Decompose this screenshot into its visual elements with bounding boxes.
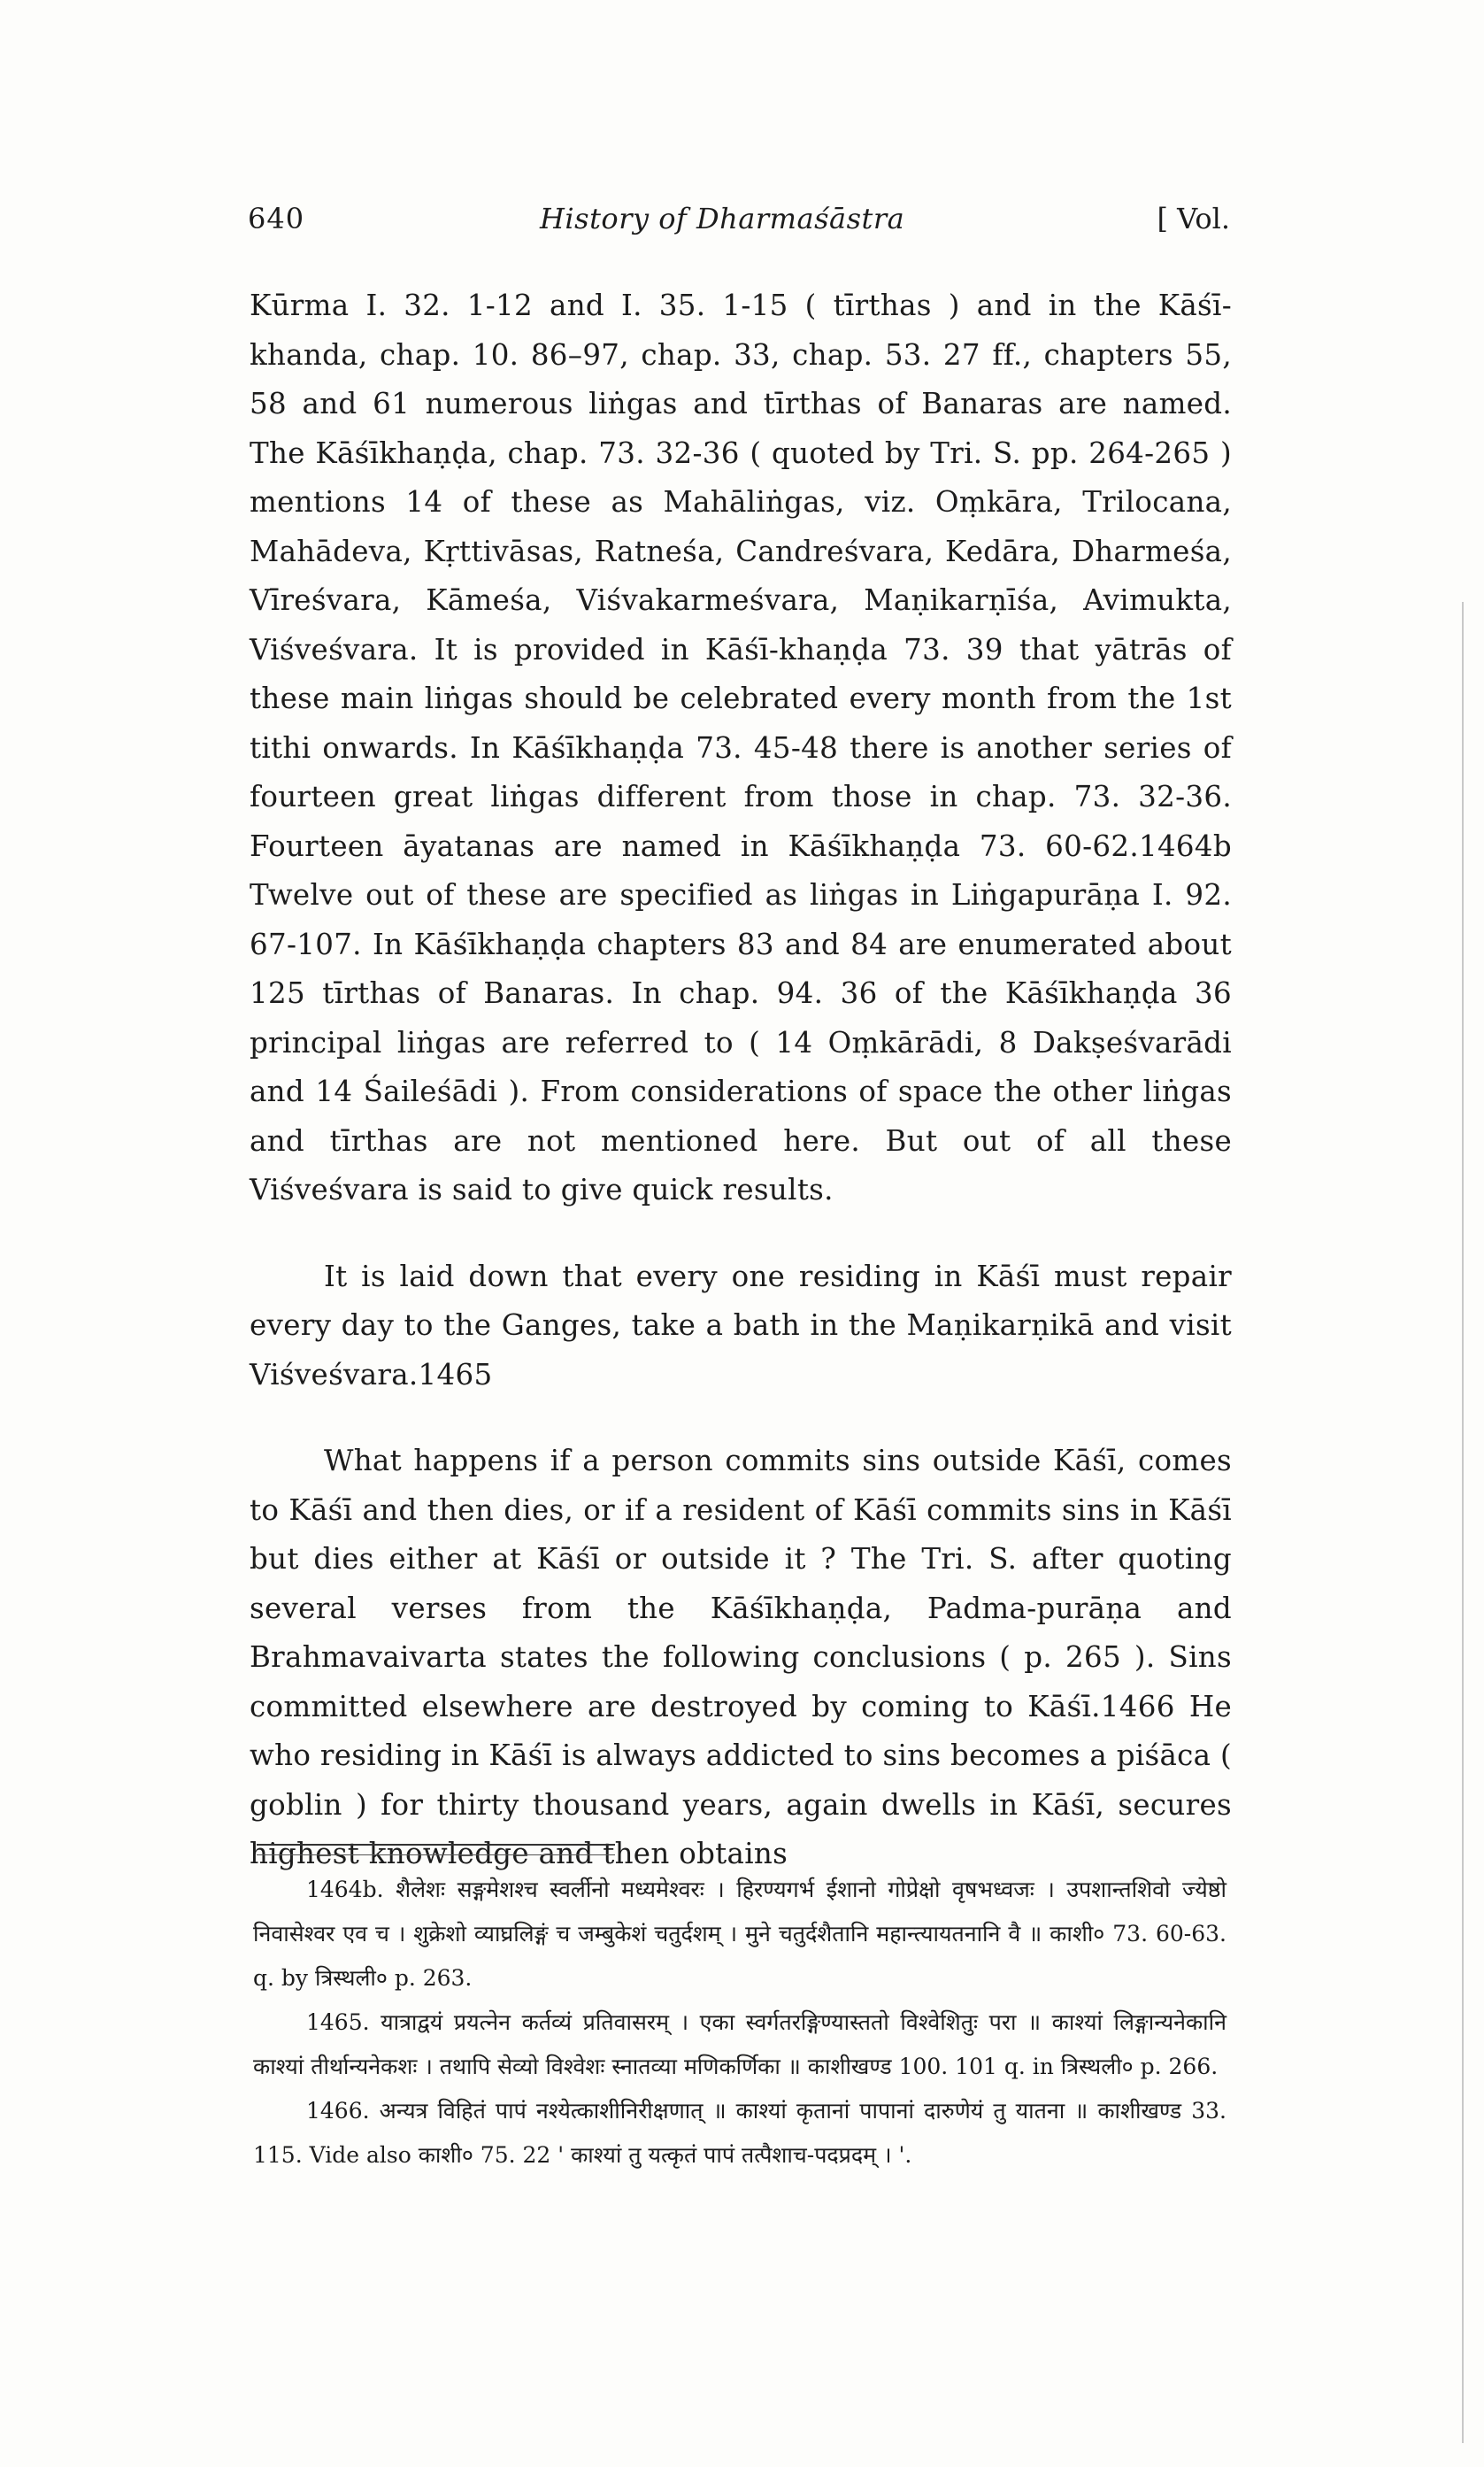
paragraph-3: What happens if a person commits sins outside Kāśī, comes to Kāśī and then dies, or if a resident of Kāśī commits sins in Kāśī but dies either at Kāśī or outside it ? The Tri. S. after quoting several verses from the Kāśīkhaṇḍa, Padma-purāṇa and Brahmavaivarta states the following conclusions ( p. 265 ). Sins committed elsewhere are destroyed by coming to Kāśī.1466 He who residing in Kāśī is always addicted to sins becomes a piśāca ( goblin ) for thirty thousand years, again dwells in Kāśī, secures highest knowledge and then obtains: [250, 1444, 1232, 1870]
scan-margin-line: [1462, 602, 1464, 2443]
footnote-1466: 1466. अन्यत्र विहितं पापं नश्येत्काशीनिरीक्षणात् ॥ काश्यां कृतानां पापानां दारुणेयं तु यातना ॥ काशीखण्ड 33. 115. Vide also काशी० 75. 22 ' काश्यां तु यत्कृतं पापं तत्पैशाच-पदप्रदम् । '.: [253, 2098, 1226, 2168]
footnote-1465: 1465. यात्राद्वयं प्रयत्नेन कर्तव्यं प्रतिवासरम् । एका स्वर्गतरङ्गिण्यास्ततो विश्वेशितुः परा ॥ काश्यां लिङ्गान्यनेकानि काश्यां तीर्थान्यनेकशः । तथापि सेव्यो विश्वेशः स्नातव्या मणिकर्णिका ॥ काशीखण्ड 100. 101 q. in त्रिस्थली० p. 266.: [253, 2009, 1226, 2079]
footnotes: [253, 1868, 1226, 2178]
main-text: [250, 281, 1232, 1879]
page-number: 640: [248, 202, 305, 235]
footnote-separator: [257, 1844, 615, 1855]
running-title: History of Dharmaśāstra: [540, 202, 905, 235]
footnote-1464b: 1464b. शैलेशः सङ्गमेशश्च स्वर्लीनो मध्यमेश्वरः । हिरण्यगर्भ ईशानो गोप्रेक्षो वृषभध्वजः । उपशान्तशिवो ज्येष्ठो निवासेश्वर एव च । शुक्रेशो व्याघ्रलिङ्गं च जम्बुकेशं चतुर्दशम् । मुने चतुर्दशैतानि महान्त्यायतनानि वै ॥ काशी० 73. 60-63. q. by त्रिस्थली० p. 263.: [253, 1877, 1226, 1991]
paragraph-1: Kūrma I. 32. 1-12 and I. 35. 1-15 ( tīrthas ) and in the Kāśī-khanda, chap. 10. 86–97, chap. 33, chap. 53. 27 ff., chapters 55, 58 and 61 numerous liṅgas and tīrthas of Banaras are named. The Kāśīkhaṇḍa, chap. 73. 32-36 ( quoted by Tri. S. pp. 264-265 ) mentions 14 of these as Mahāliṅgas, viz. Oṃkāra, Trilocana, Mahādeva, Kṛttivāsas, Ratneśa, Candreśvara, Kedāra, Dharmeśa, Vīreśvara, Kāmeśa, Viśvakarmeśvara, Maṇikarṇīśa, Avimukta, Viśveśvara. It is provided in Kāśī-khaṇḍa 73. 39 that yātrās of these main liṅgas should be celebrated every month from the 1st tithi onwards. In Kāśīkhaṇḍa 73. 45-48 there is another series of fourteen great liṅgas different from those in chap. 73. 32-36. Fourteen āyatanas are named in Kāśīkhaṇḍa 73. 60-62.1464b Twelve out of these are specified as liṅgas in Liṅgapurāṇa I. 92. 67-107. In Kāśīkhaṇḍa chapters 83 and 84 are enumerated about 125 tīrthas of Banaras. In chap. 94. 36 of the Kāśīkhaṇḍa 36 principal liṅgas are referred to ( 14 Oṃkārādi, 8 Dakṣeśvarādi and 14 Śaileśādi ). From considerations of space the other liṅgas and tīrthas are not mentioned here. But out of all these Viśveśvara is said to give quick results.: [250, 289, 1232, 1207]
volume-marker: [ Vol.: [1157, 202, 1230, 235]
running-header: [248, 193, 1230, 246]
paragraph-2: It is laid down that every one residing in Kāśī must repair every day to the Ganges, take a bath in the Maṇikarṇikā and visit Viśveśvara.1465: [250, 1259, 1232, 1392]
